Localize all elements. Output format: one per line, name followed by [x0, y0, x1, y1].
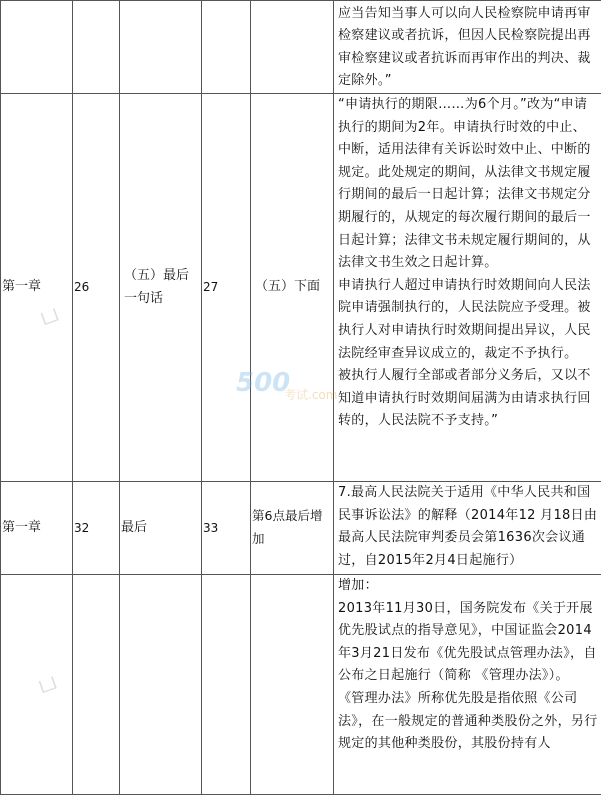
watermark-site: 500 — [236, 368, 290, 398]
content-paragraph: 被执行人履行全部或者部分义务后，又以不知道申请执行时效期间届满为由请求执行回转的，人民法院不予支持。” — [338, 365, 599, 433]
table-row — [1, 1, 601, 94]
content-paragraph: 应当告知当事人可以向人民检察院申请再审检察建议或者抗诉，但因人民检察院提出再审检察建议或者抗诉而再审作出的判决、裁定除外。” — [338, 3, 599, 93]
page-cell — [73, 575, 120, 795]
content-paragraph: 《管理办法》所称优先股是指依照《公司法》，在一般规定的普通种类股份之外，另行规定的其他种类股份，其股份持有人 — [338, 688, 599, 756]
content-paragraph: 7.最高人民法院关于适用《中华人民共和国民事诉讼法》的解释（2014年12 月18日由最高人民法院审判委员会第1636次会议通过，自2015年2月4日起施行） — [338, 482, 599, 572]
position-cell: （五）下面 — [251, 94, 334, 482]
content-paragraph: 增加： — [338, 575, 599, 598]
content-cell — [334, 1, 601, 94]
content-cell — [334, 94, 601, 482]
position-cell — [251, 1, 334, 94]
position-cell: 最后 — [120, 482, 202, 575]
content-cell — [334, 575, 601, 795]
chapter-cell — [1, 575, 73, 795]
chapter-cell — [1, 1, 73, 94]
table-row — [1, 94, 601, 482]
page-cell — [73, 1, 120, 94]
position-cell: 第6点最后增加 — [251, 482, 334, 575]
page-cell: 26 — [73, 94, 120, 482]
position-cell — [120, 575, 202, 795]
chapter-cell: 第一章 — [1, 482, 73, 575]
watermark-signature: ப — [35, 298, 64, 336]
table-row — [1, 482, 601, 575]
position-cell — [120, 1, 202, 94]
position-cell — [251, 575, 334, 795]
watermark-sub: 考试.com — [284, 386, 337, 403]
page-cell — [202, 1, 251, 94]
position-cell: （五）最后一句话 — [120, 94, 202, 482]
content-cell — [334, 482, 601, 575]
content-paragraph: 申请执行人超过申请执行时效期间向人民法院申请强制执行的，人民法院应予受理。被执行人对申请执行时效期间提出异议，人民法院经审查异议成立的，裁定不予执行。 — [338, 275, 599, 365]
page-cell: 33 — [202, 482, 251, 575]
watermark-signature: ப — [33, 666, 62, 704]
table-row — [1, 575, 601, 795]
chapter-cell: 第一章 — [1, 94, 73, 482]
page-cell — [202, 575, 251, 795]
content-paragraph: 2013年11月30日，国务院发布《关于开展优先股试点的指导意见》，中国证监会2014年3月21日发布《优先股试点管理办法》，自公布之日起施行（简称 《管理办法》）。 — [338, 598, 599, 688]
page-cell: 27 — [202, 94, 251, 482]
page-cell: 32 — [73, 482, 120, 575]
content-paragraph: “申请执行的期限……为6个月。”改为“申请执行的期间为2年。申请执行时效的中止、中断，适用法律有关诉讼时效中止、中断的规定。此处规定的期间，从法律文书规定履行期间的最后一日起计算；法律文书规定分期履行的，从规定的每次履行期间的最后一日起计算；法律文书未规定履行期间的，从法律文书生效之日起计算。 — [338, 94, 599, 275]
